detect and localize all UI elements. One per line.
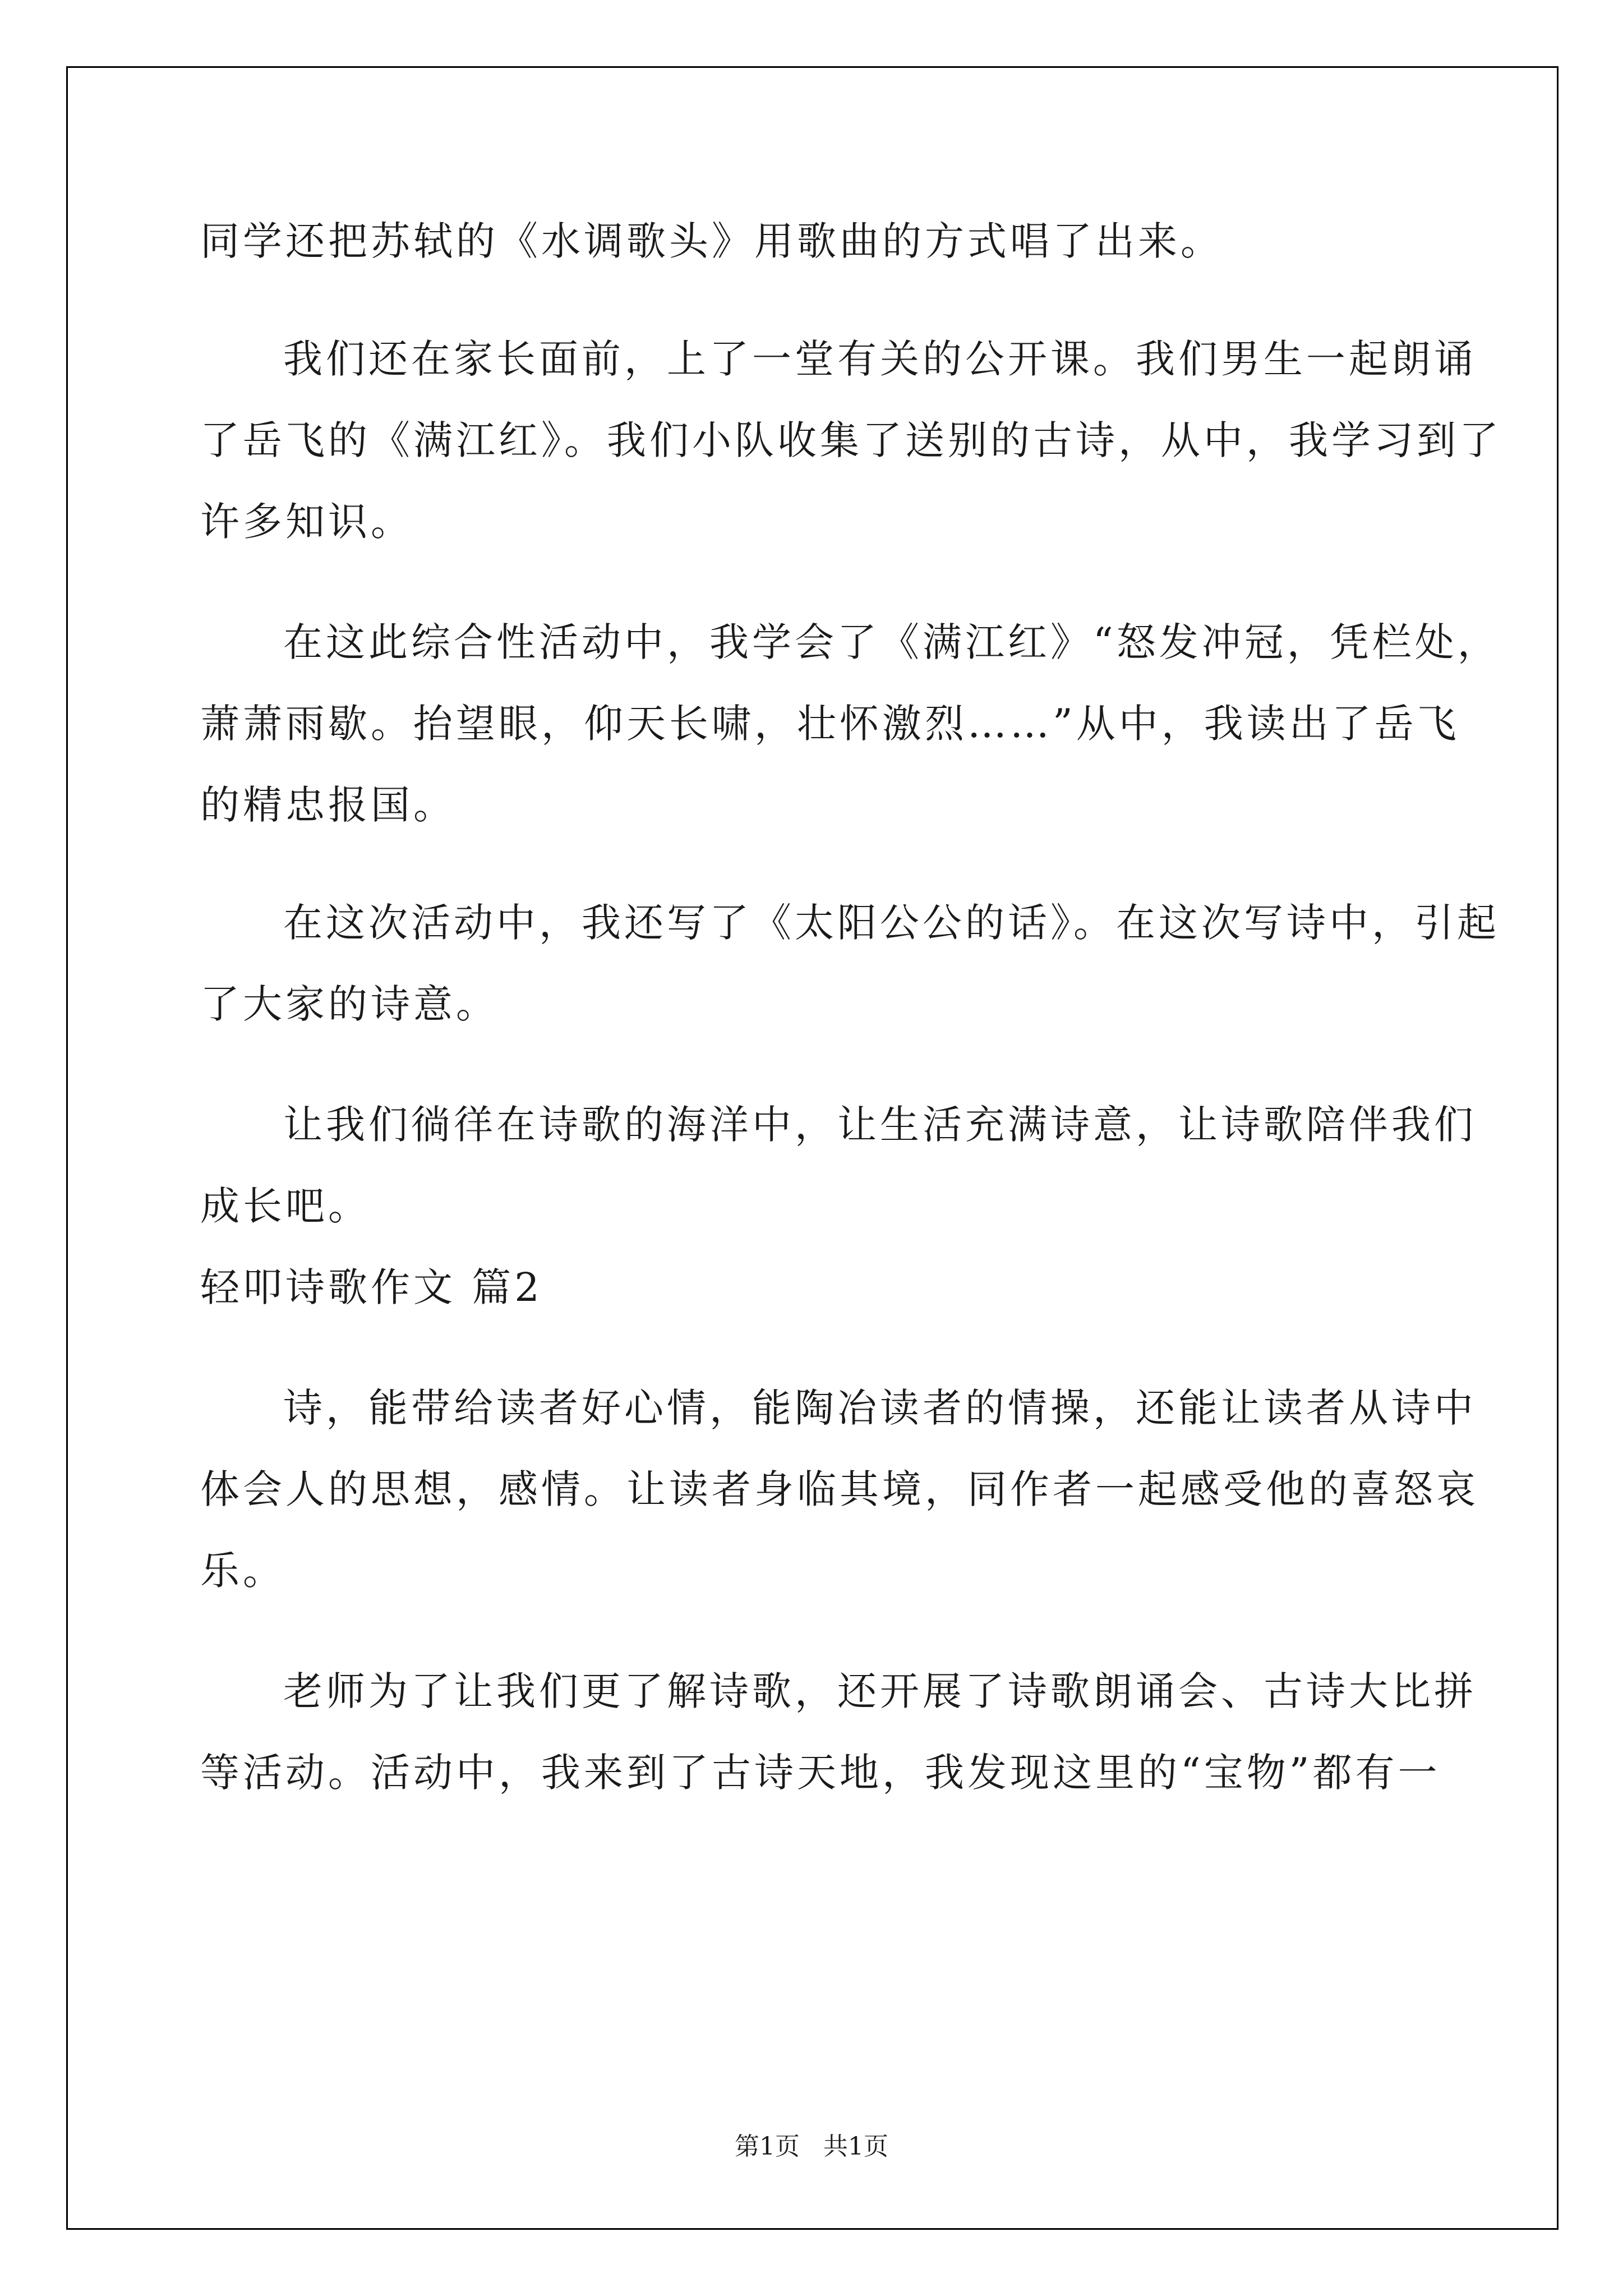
paragraph-line: 体会人的思想，感情。让读者身临其境，同作者一起感受他的喜怒哀 [200,1466,1479,1512]
paragraph-line: 了岳飞的《满江红》。我们小队收集了送别的古诗，从中，我学习到了 [200,417,1502,463]
paragraph-line: 诗，能带给读者好心情，能陶冶读者的情操，还能让读者从诗中 [283,1385,1477,1431]
page-current-label: 第1页 [735,2132,800,2161]
paragraph-line: 在这次活动中，我还写了《太阳公公的话》。在这次写诗中，引起 [283,900,1500,946]
section-heading: 轻叩诗歌作文 篇2 [200,1264,543,1310]
paragraph-line: 萧萧雨歇。抬望眼，仰天长啸，壮怀激烈……”从中，我读出了岳飞 [200,701,1460,747]
paragraph-line: 的精忠报国。 [200,782,456,828]
paragraph-line: 同学还把苏轼的《水调歌头》用歌曲的方式唱了出来。 [200,218,1223,264]
paragraph-line: 成长吧。 [200,1183,371,1229]
paragraph-line: 在这此综合性活动中，我学会了《满江红》“怒发冲冠，凭栏处， [283,619,1500,665]
paragraph-line: 老师为了让我们更了解诗歌，还开展了诗歌朗诵会、古诗大比拼 [283,1668,1477,1714]
paragraph-line: 许多知识。 [200,499,413,545]
page-footer [0,2130,1623,2164]
paragraph-line: 了大家的诗意。 [200,981,499,1027]
paragraph-line: 乐。 [200,1548,285,1594]
page-total-label: 共1页 [823,2132,888,2161]
paragraph-line: 我们还在家长面前，上了一堂有关的公开课。我们男生一起朗诵 [283,336,1477,382]
paragraph-line: 等活动。活动中，我来到了古诗天地，我发现这里的“宝物”都有一 [200,1750,1441,1796]
paragraph-line: 让我们徜徉在诗歌的海洋中，让生活充满诗意，让诗歌陪伴我们 [283,1102,1477,1148]
